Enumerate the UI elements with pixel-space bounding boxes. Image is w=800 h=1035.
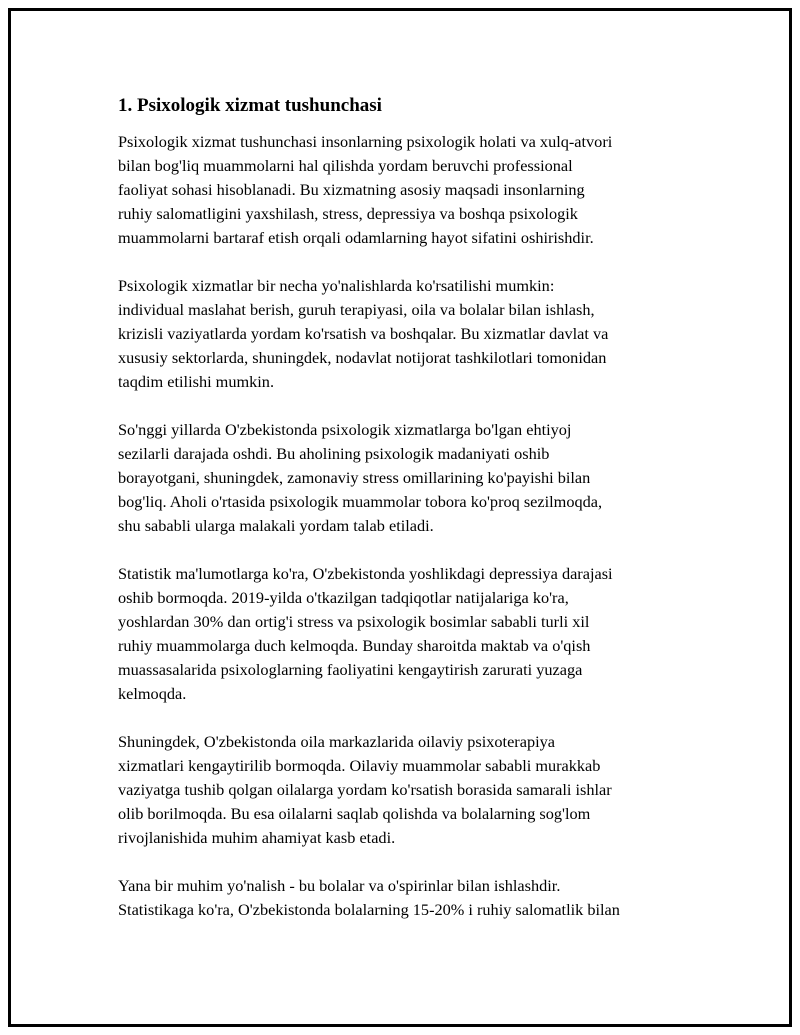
text-line: bog'liq. Aholi o'rtasida psixologik muammolar tobora ko'proq sezilmoqda, [118, 492, 603, 511]
text-line: Psixologik xizmat tushunchasi insonlarning psixologik holati va xulq-atvori [118, 132, 613, 151]
section-heading: 1. Psixologik xizmat tushunchasi [118, 95, 382, 116]
text-line: xizmatlari kengaytirilib bormoqda. Oilaviy muammolar sababli murakkab [118, 756, 601, 775]
text-line: rivojlanishida muhim ahamiyat kasb etadi. [118, 828, 396, 847]
text-line: faoliyat sohasi hisoblanadi. Bu xizmatning asosiy maqsadi insonlarning [118, 180, 585, 199]
text-line: ruhiy muammolarga duch kelmoqda. Bunday sharoitda maktab va o'qish [118, 636, 591, 655]
text-line: Psixologik xizmatlar bir necha yo'nalishlarda ko'rsatilishi mumkin: [118, 276, 555, 295]
text-line: Yana bir muhim yo'nalish - bu bolalar va o'spirinlar bilan ishlashdir. [118, 876, 561, 895]
paragraph-2 [118, 274, 698, 394]
paragraph-3 [118, 418, 698, 538]
text-line: borayotgani, shuningdek, zamonaviy stress omillarining ko'payishi bilan [118, 468, 591, 487]
text-line: individual maslahat berish, guruh terapiyasi, oila va bolalar bilan ishlash, [118, 300, 595, 319]
text-line: sezilarli darajada oshdi. Bu aholining psixologik madaniyati oshib [118, 444, 550, 463]
text-line: yoshlardan 30% dan ortig'i stress va psixologik bosimlar sababli turli xil [118, 612, 590, 631]
paragraph-6 [118, 874, 698, 922]
text-line: shu sababli ularga malakali yordam talab etiladi. [118, 516, 434, 535]
text-line: xususiy sektorlarda, shuningdek, nodavlat notijorat tashkilotlari tomonidan [118, 348, 607, 367]
paragraph-1 [118, 130, 698, 250]
text-line: krizisli vaziyatlarda yordam ko'rsatish va boshqalar. Bu xizmatlar davlat va [118, 324, 609, 343]
text-line: Statistik ma'lumotlarga ko'ra, O'zbekistonda yoshlikdagi depressiya darajasi [118, 564, 613, 583]
text-line: kelmoqda. [118, 684, 187, 703]
paragraph-5 [118, 730, 698, 850]
text-line: Shuningdek, O'zbekistonda oila markazlarida oilaviy psixoterapiya [118, 732, 555, 751]
text-line: bilan bog'liq muammolarni hal qilishda yordam beruvchi professional [118, 156, 573, 175]
text-line: So'nggi yillarda O'zbekistonda psixologik xizmatlarga bo'lgan ehtiyoj [118, 420, 572, 439]
text-line: muammolarni bartaraf etish orqali odamlarning hayot sifatini oshirishdir. [118, 228, 594, 247]
text-line: muassasalarida psixologlarning faoliyatini kengaytirish zarurati yuzaga [118, 660, 583, 679]
text-line: olib borilmoqda. Bu esa oilalarni saqlab qolishda va bolalarning sog'lom [118, 804, 591, 823]
paragraph-4 [118, 562, 698, 706]
document-body [118, 92, 698, 922]
text-line: taqdim etilishi mumkin. [118, 372, 275, 391]
text-line: oshib bormoqda. 2019-yilda o'tkazilgan tadqiqotlar natijalariga ko'ra, [118, 588, 569, 607]
text-line: vaziyatga tushib qolgan oilalarga yordam ko'rsatish borasida samarali ishlar [118, 780, 612, 799]
text-line: ruhiy salomatligini yaxshilash, stress, depressiya va boshqa psixologik [118, 204, 578, 223]
text-line: Statistikaga ko'ra, O'zbekistonda bolalarning 15-20% i ruhiy salomatlik bilan [118, 900, 620, 919]
